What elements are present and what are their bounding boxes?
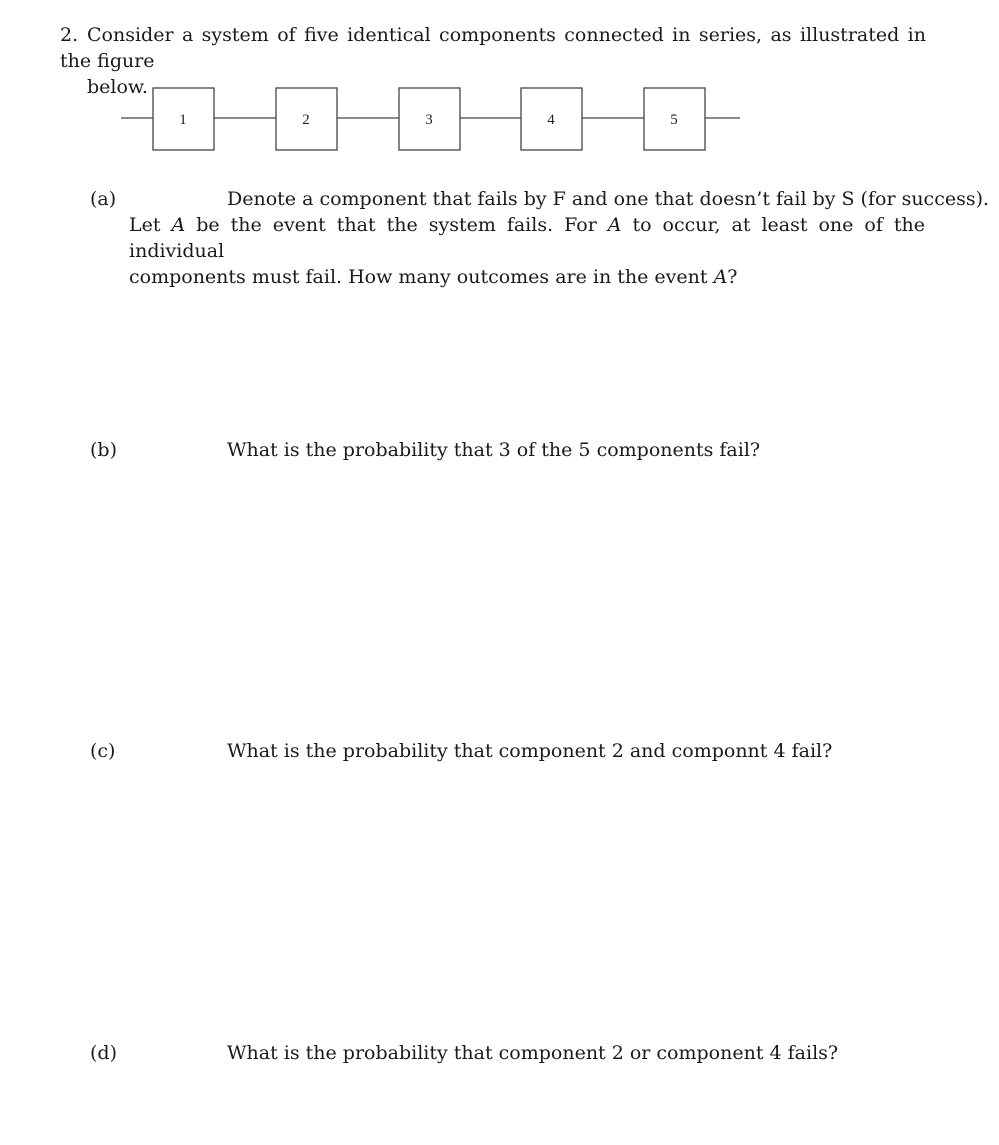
part-a-line3-text: components must fail. How many outcomes are in the event: [129, 266, 714, 288]
part-a-line2-text: Let: [129, 214, 172, 236]
part-a-line3-text: ?: [727, 266, 738, 288]
part-c-label: (c): [90, 740, 116, 762]
part-a-line2-text: to occur, at least one of the individual: [129, 214, 925, 262]
part-b-question: What is the probability that 3 of the 5 components fail?: [227, 439, 761, 461]
component-label-3: 3: [425, 112, 433, 128]
part-c-question: What is the probability that component 2 and componnt 4 fail?: [227, 740, 833, 762]
event-variable-a: A: [713, 266, 728, 288]
event-variable-a: A: [171, 214, 186, 236]
part-d-label: (d): [90, 1042, 117, 1064]
part-b-label: (b): [90, 439, 117, 461]
problem-number: 2.: [60, 24, 79, 46]
problem-intro-line1: Consider a system of five identical components connected in series, as illustrated in the figure: [60, 24, 926, 72]
component-label-2: 2: [302, 112, 310, 128]
component-label-4: 4: [547, 112, 555, 128]
part-a-line2: [129, 212, 925, 264]
component-label-1: 1: [179, 112, 187, 128]
part-a-line1: Denote a component that fails by F and one that doesn’t fail by S (for success).: [227, 188, 990, 210]
part-a-continuation: [129, 212, 925, 290]
series-system-diagram: [0, 0, 999, 170]
part-a-line3: [129, 264, 925, 290]
event-variable-a: A: [607, 214, 622, 236]
component-label-5: 5: [670, 112, 678, 128]
part-d-question: What is the probability that component 2 or component 4 fails?: [227, 1042, 839, 1064]
problem-intro-line2: below.: [87, 76, 148, 98]
part-a-label: (a): [90, 188, 117, 210]
part-a-line2-text: be the event that the system fails. For: [185, 214, 608, 236]
